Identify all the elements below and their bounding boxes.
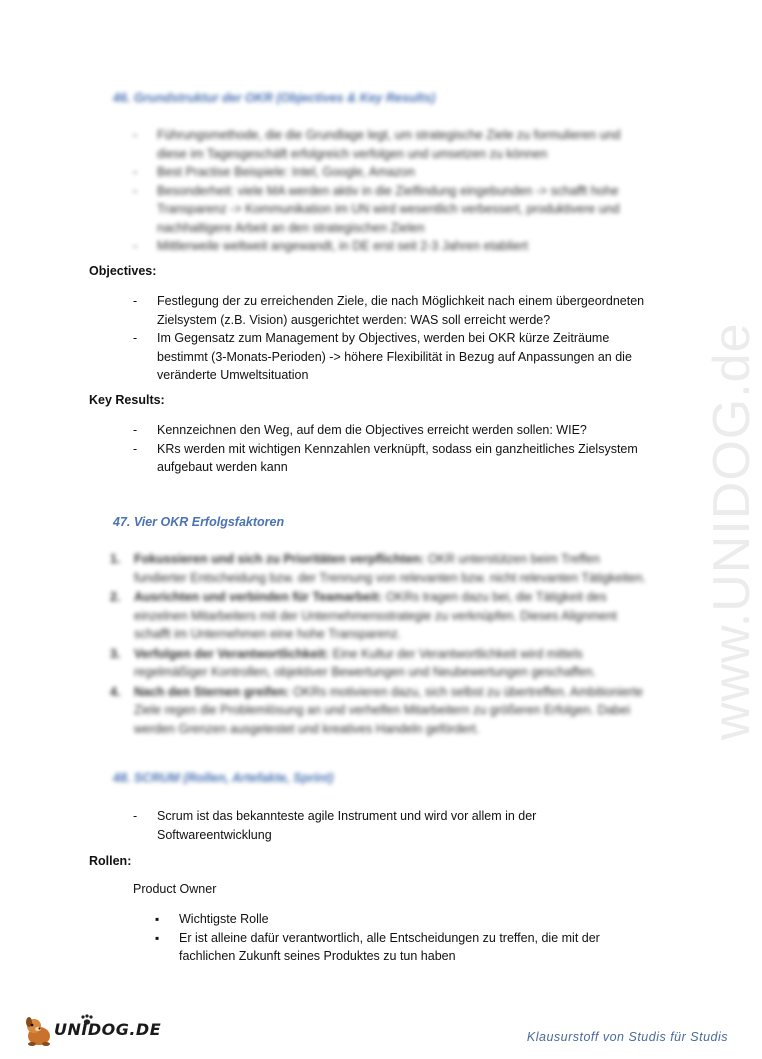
list-item: ▪ Wichtigste Rolle (155, 910, 625, 929)
list-item (110, 683, 655, 739)
dog-icon (22, 1014, 56, 1048)
list-item: ▪ Er ist alleine dafür verantwortlich, alle Entscheidungen zu treffen, die mit der fachlichen Zukunft seines Produktes zu tun haben (155, 929, 625, 966)
item-number: 2. (110, 590, 121, 604)
watermark-text: www.UNIDOG.de (703, 322, 761, 740)
item-title: Fokussieren und sich zu Prioritäten verpflichten: (134, 552, 425, 566)
section-48-list (133, 807, 563, 844)
item-number: 1. (110, 552, 121, 566)
list-item: - Kennzeichnen den Weg, auf dem die Objectives erreicht werden sollen: WIE? (133, 421, 653, 440)
list-item: - Best Practise Beispiele: Intel, Google, Amazon (133, 163, 653, 182)
key-results-label: Key Results: (89, 393, 165, 407)
item-title: Ausrichten und verbinden für Teamarbeit: (134, 590, 383, 604)
rollen-list (155, 910, 625, 966)
item-text: OKRs tragen dazu bei, die Tätigkeit des einzelnen Mitarbeiters mit der Unternehmensstrategie zu verknüpfen. Dieses Alignment schafft im Unternehmen eine hohe Transparenz. (134, 590, 617, 641)
section-48-heading: 48. SCRUM (Rollen, Artefakte, Sprint) (113, 771, 334, 785)
list-item: - Festlegung der zu erreichenden Ziele, die nach Möglichkeit nach einem übergeordneten Zielsystem (z.B. Vision) ausgerichtet werden: WAS soll erreicht werde? (133, 292, 663, 329)
item-title: Nach den Sternen greifen: (134, 684, 290, 699)
section-47-list (110, 550, 655, 739)
section-46-list (133, 126, 653, 256)
item-text: Eine Kultur der Verantwortlichkeit wird mittels regelmäßiger Kontrollen, objektiver Bewertungen und Neubewertungen geschaffen. (134, 646, 596, 679)
item-text: OKR unterstützen beim Treffen fundierter Entscheidung bzw. der Trennung von relevanten bzw. nicht relevanten Tätigkeiten. (134, 552, 646, 585)
list-item: - KRs werden mit wichtigen Kennzahlen verknüpft, sodass ein ganzheitliches Zielsystem aufgebaut werden kann (133, 440, 653, 477)
objectives-list (133, 292, 663, 385)
item-number: 3. (110, 646, 121, 661)
footer-tagline: Klausurstoff von Studis für Studis (526, 1030, 728, 1044)
objectives-label: Objectives: (89, 264, 157, 278)
section-47-heading: 47. Vier OKR Erfolgsfaktoren (113, 515, 285, 529)
section-46-heading: 46. Grundstruktur der OKR (Objectives & Key Results) (113, 91, 436, 105)
list-item: - Mittlerweile weltweit angewandt, in DE erst seit 2-3 Jahren etabliert (133, 237, 653, 256)
key-results-list (133, 421, 653, 477)
list-item: - Scrum ist das bekannteste agile Instrument und wird vor allem in der Softwareentwicklung (133, 807, 563, 844)
list-item: - Führungsmethode, die die Grundlage legt, um strategische Ziele zu formulieren und diese im Tagesgeschäft erfolgreich verfolgen und umsetzen zu können (133, 126, 653, 163)
item-number: 4. (110, 684, 121, 699)
item-title: Verfolgen der Verantwortlichkeit: (134, 646, 330, 661)
list-item (110, 588, 655, 644)
rollen-label: Rollen: (89, 854, 132, 868)
list-item (110, 645, 655, 682)
product-owner-label: Product Owner (133, 882, 217, 896)
item-text: OKRs motivieren dazu, sich selbst zu übertreffen. Ambitionierte Ziele regen die Problemlösung an und verhelfen Mitarbeitern zu größeren Erfolgen. Dabei werden Grenzen ausgetestet und kreatives Handeln gefördert. (134, 684, 643, 736)
list-item: - Besonderheit: viele MA werden aktiv in die Zielfindung eingebunden -> schafft hohe Transparenz -> Kommunikation im UN wird wesentlich verbessert, produktivere und nachhaltigere Arbeit an den strategischen Zielen (133, 182, 653, 238)
unidog-logo (22, 1014, 162, 1050)
list-item (110, 550, 655, 587)
list-item: - Im Gegensatz zum Management by Objectives, werden bei OKR kürze Zeiträume bestimmt (3-Monats-Perioden) -> höhere Flexibilität in Bezug auf Anpassungen an die veränderte Umweltsituation (133, 329, 663, 385)
logo-text: UNIDOG.DE (54, 1020, 162, 1039)
